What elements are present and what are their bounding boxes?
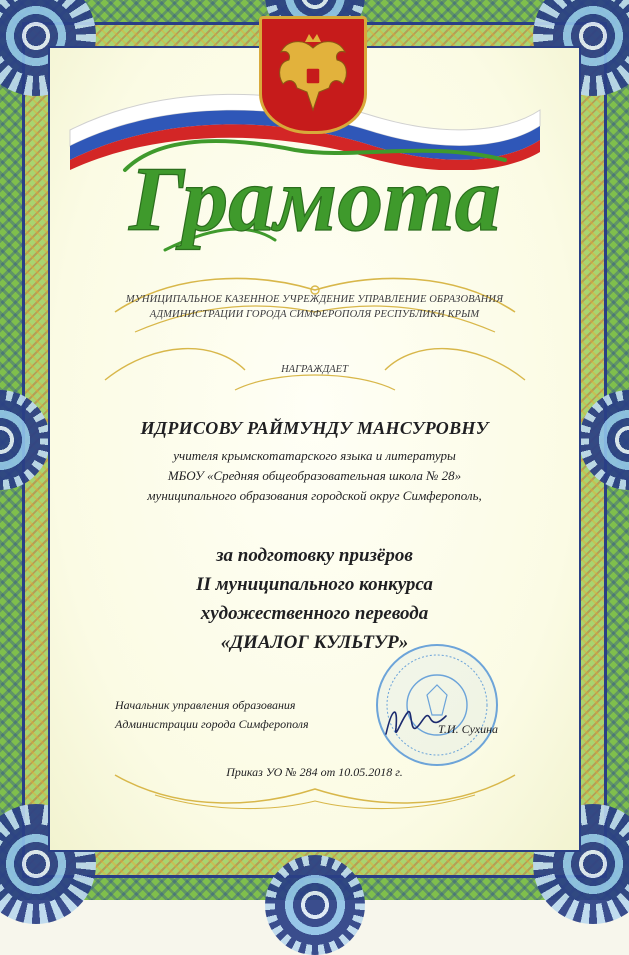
recipient-details bbox=[0, 446, 629, 506]
award-reason bbox=[0, 541, 629, 657]
double-headed-eagle-icon bbox=[273, 30, 353, 120]
organization-line-1: МУНИЦИПАЛЬНОЕ КАЗЕННОЕ УЧРЕЖДЕНИЕ УПРАВЛЕНИЕ ОБРАЗОВАНИЯ bbox=[125, 294, 504, 305]
recipient-municipality: муниципального образования городской округ Симферополь, bbox=[147, 488, 482, 503]
signatory-title-line-2: Администрации города Симферополя bbox=[115, 717, 309, 731]
signatory-title bbox=[115, 696, 309, 734]
recipient-name: ИДРИСОВУ РАЙМУНДУ МАНСУРОВНУ bbox=[140, 418, 489, 438]
order-reference: Приказ УО № 284 от 10.05.2018 г. bbox=[226, 765, 403, 779]
reason-line-3: художественного перевода bbox=[200, 603, 429, 624]
awards-label: НАГРАЖДАЕТ bbox=[281, 364, 348, 375]
title-flourish bbox=[105, 130, 525, 270]
recipient-position: учителя крымскотатарского языка и литературы bbox=[173, 448, 456, 463]
bottom-ornament bbox=[265, 855, 365, 955]
signatory-name: Т.И. Сухина bbox=[438, 722, 499, 736]
reason-line-1: за подготовку призёров bbox=[216, 545, 413, 566]
recipient-school: МБОУ «Средняя общеобразовательная школа № 28» bbox=[167, 468, 462, 483]
coat-of-arms-emblem bbox=[259, 16, 367, 134]
reason-line-4: «ДИАЛОГ КУЛЬТУР» bbox=[220, 632, 409, 653]
signatory-title-line-1: Начальник управления образования bbox=[115, 698, 296, 712]
reason-line-2: II муниципального конкурса bbox=[196, 574, 433, 595]
certificate-title: Грамота bbox=[129, 148, 501, 250]
organization-name bbox=[0, 292, 629, 322]
organization-line-2: АДМИНИСТРАЦИИ ГОРОДА СИМФЕРОПОЛЯ РЕСПУБЛИКИ КРЫМ bbox=[149, 309, 480, 320]
